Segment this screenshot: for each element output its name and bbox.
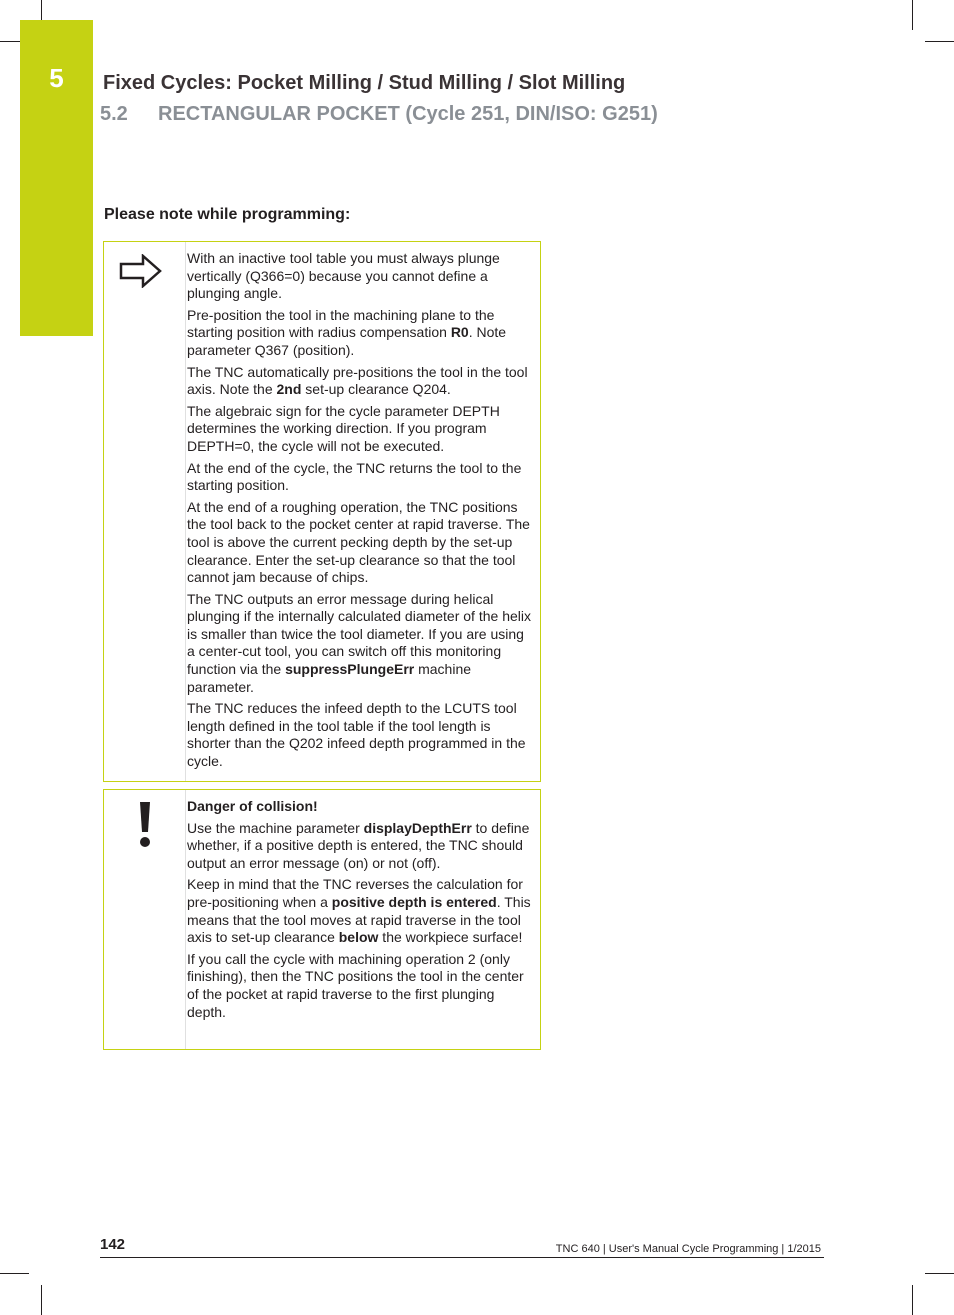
warning-text — [187, 798, 535, 1025]
paragraph — [187, 460, 535, 495]
paragraph — [187, 798, 535, 816]
emphasis-text: positive depth is entered — [331, 893, 497, 910]
text-run: Use the machine parameter — [187, 819, 364, 836]
note-heading: Please note while programming: — [104, 206, 351, 223]
crop-mark — [41, 0, 42, 21]
text-run: Pre-position the tool in the machining plane to the starting position with radius compensation — [187, 306, 495, 341]
section-number: 5.2 — [100, 103, 128, 125]
paragraph — [187, 403, 535, 456]
paragraph — [187, 307, 535, 360]
text-run: The TNC reduces the infeed depth to the LCUTS tool length defined in the tool table if the tool length is shorter than the Q202 infeed depth programmed in the cycle. — [187, 700, 526, 770]
text-run: The algebraic sign for the cycle parameter DEPTH determines the working direction. If you program DEPTH=0, the cycle will not be executed. — [187, 402, 500, 454]
text-run: . Note parameter Q367 (position). — [187, 324, 507, 358]
emphasis-text: suppressPlungeErr — [285, 661, 415, 678]
emphasis-text: Danger of collision! — [187, 798, 318, 814]
text-run: At the end of a roughing operation, the TNC positions the tool back to the pocket center at rapid traverse. The tool is above the current pecking depth by the set-up clearance. Enter the set-up clearance so that the tool cannot jam because of chips. — [187, 498, 530, 586]
crop-mark — [912, 0, 913, 30]
crop-mark — [0, 1273, 29, 1274]
paragraph — [187, 499, 535, 587]
exclamation-icon — [137, 800, 153, 850]
crop-mark — [41, 1285, 42, 1315]
paragraph — [187, 700, 535, 770]
section-heading — [100, 103, 658, 126]
footer-document-info: TNC 640 | User's Manual Cycle Programming | 1/2015 — [555, 1243, 821, 1255]
text-run: At the end of the cycle, the TNC returns the tool to the starting position. — [187, 459, 522, 494]
paragraph — [187, 820, 535, 873]
paragraph — [187, 951, 535, 1021]
text-run: The TNC outputs an error message during helical plunging if the internally calculated diameter of the helix is smaller than twice the tool diameter. If you are using a center-cut tool, you can switch off this monitoring function via the — [187, 590, 531, 678]
page-number: 142 — [100, 1236, 126, 1253]
text-run: set-up clearance Q204. — [301, 381, 451, 398]
box-divider — [185, 242, 186, 781]
crop-mark — [925, 41, 954, 42]
warning-box — [103, 789, 541, 1050]
arrow-right-icon — [119, 254, 163, 288]
text-run: If you call the cycle with machining operation 2 (only finishing), then the TNC positions the tool in the center of the pocket at rapid traverse to the first plunging depth. — [187, 950, 524, 1020]
footer-rule — [100, 1257, 824, 1258]
paragraph — [187, 591, 535, 697]
crop-mark — [0, 41, 21, 42]
emphasis-text: 2nd — [276, 381, 302, 398]
section-title: RECTANGULAR POCKET (Cycle 251, DIN/ISO: G251) — [158, 103, 658, 125]
crop-mark — [925, 1273, 954, 1274]
chapter-number: 5 — [49, 63, 64, 93]
text-run: Keep in mind that the TNC reverses the calculation for pre-positioning when a — [187, 876, 523, 910]
box-divider — [185, 790, 186, 1049]
crop-mark — [912, 1285, 913, 1315]
emphasis-text: R0 — [450, 324, 469, 341]
emphasis-text: below — [338, 929, 379, 946]
text-run: The TNC automatically pre-positions the tool in the tool axis. Note the — [187, 363, 528, 398]
note-text — [187, 250, 535, 775]
paragraph — [187, 250, 535, 303]
text-run: to define whether, if a positive depth is entered, the TNC should output an error message (on) or not (off). — [187, 819, 530, 871]
text-run: machine parameter. — [187, 661, 472, 695]
paragraph — [187, 364, 535, 399]
paragraph — [187, 876, 535, 946]
text-run: . This means that the tool moves at rapid traverse in the tool axis to set-up clearance — [187, 893, 531, 946]
emphasis-text: displayDepthErr — [363, 819, 472, 836]
note-box — [103, 241, 541, 782]
text-run: the workpiece surface! — [378, 929, 523, 946]
chapter-title: Fixed Cycles: Pocket Milling / Stud Milling / Slot Milling — [103, 72, 626, 94]
text-run: With an inactive tool table you must always plunge vertically (Q366=0) because you cannot define a plunging angle. — [187, 250, 500, 302]
